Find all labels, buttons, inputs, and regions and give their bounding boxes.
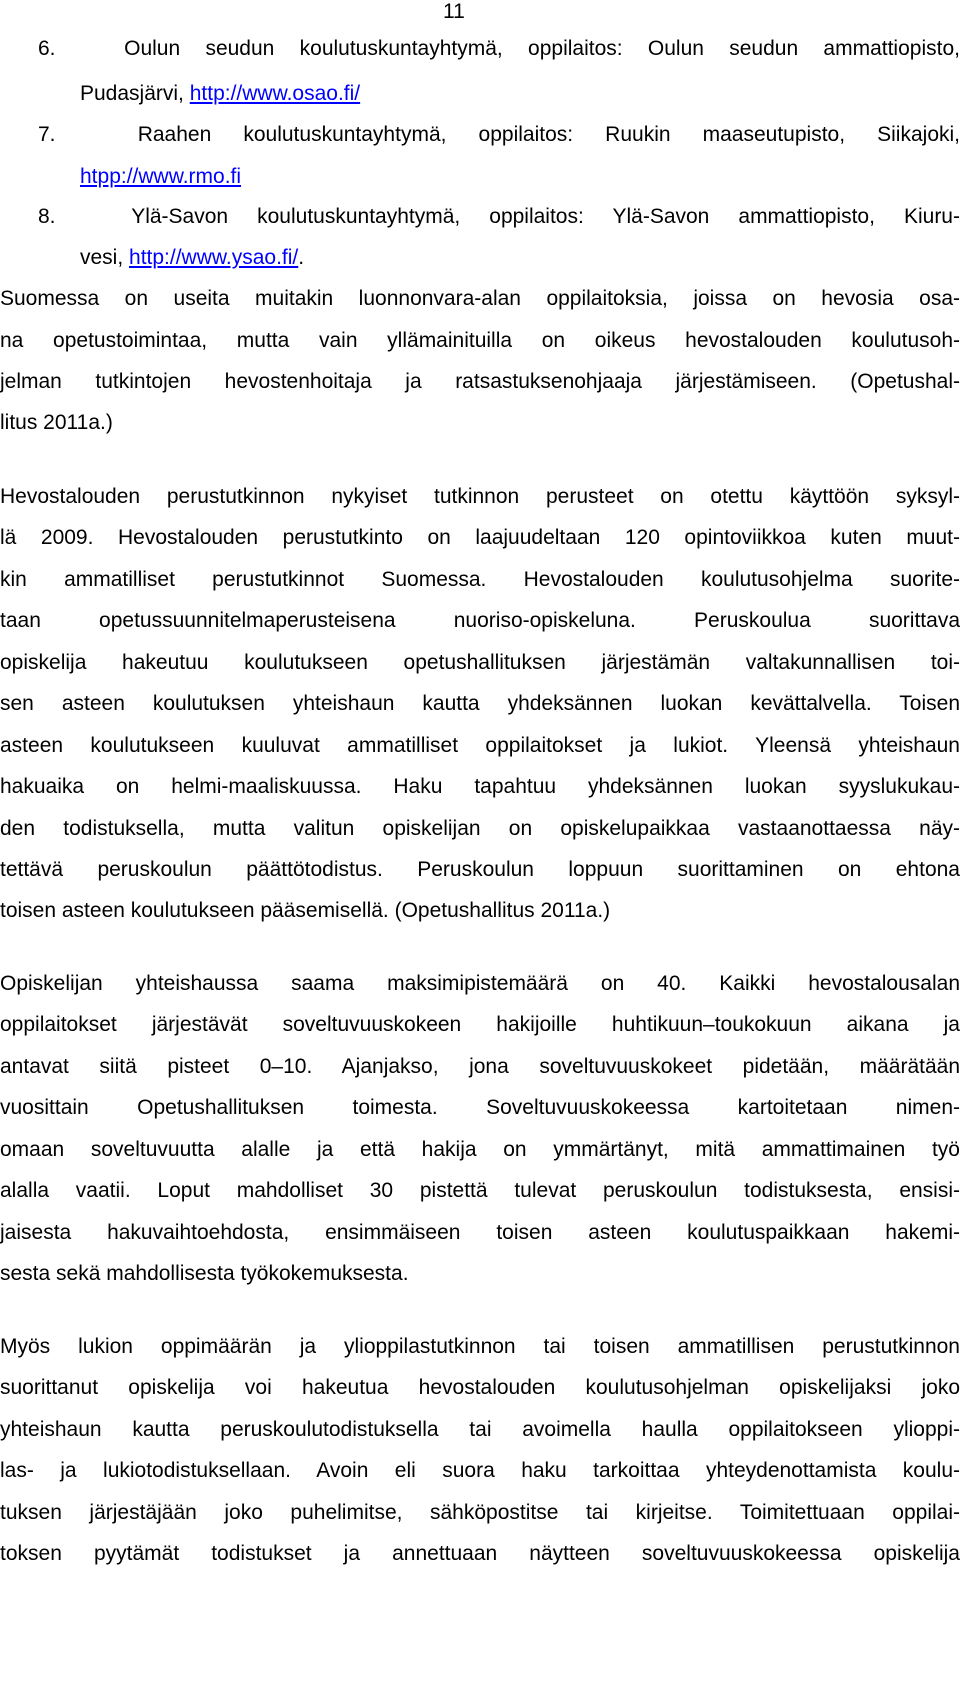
- paragraph-line: Suomessa on useita muitakin luonnonvara-alan oppilaitoksia, joissa on hevosia osa-: [0, 287, 960, 310]
- paragraph-line: tuksen järjestäjään joko puhelimitse, sähköpostitse tai kirjeitse. Toimitettuaan oppilai-: [0, 1501, 960, 1524]
- paragraph-line: na opetustoimintaa, mutta vain yllämainituilla on oikeus hevostalouden koulutusoh-: [0, 329, 960, 352]
- list-item-text: Raahen koulutuskuntayhtymä, oppilaitos: Ruukin maaseutupisto, Siikajoki,: [137, 123, 960, 146]
- paragraph-line: toksen pyytämät todistukset ja annettuaan näytteen soveltuvuuskokeessa opiskelija: [0, 1542, 960, 1565]
- paragraph-line: opiskelija hakeutuu koulutukseen opetushallituksen järjestämän valtakunnallisen toi-: [0, 651, 960, 674]
- paragraph-line: vuosittain Opetushallituksen toimesta. Soveltuvuuskokeessa kartoitetaan nimen-: [0, 1096, 960, 1119]
- paragraph-line: oppilaitokset järjestävät soveltuvuuskokeen hakijoille huhtikuun–toukokuun aikana ja: [0, 1013, 960, 1036]
- list-item-text: vesi,: [80, 246, 130, 269]
- paragraph-line: las- ja lukiotodistuksellaan. Avoin eli suora haku tarkoittaa yhteydenottamista koulu-: [0, 1459, 960, 1482]
- paragraph-line: lä 2009. Hevostalouden perustutkinto on laajuudeltaan 120 opintoviikkoa kuten muut-: [0, 526, 960, 549]
- paragraph-line: asteen koulutukseen kuuluvat ammatilliset oppilaitokset ja lukiot. Yleensä yhteishaun: [0, 734, 960, 757]
- list-item-8-line-1: [0, 200, 960, 234]
- list-item-text: Ylä-Savon koulutuskuntayhtymä, oppilaitos: Ylä-Savon ammattiopisto, Kiuru-: [131, 205, 960, 228]
- list-number: 7.: [38, 123, 56, 146]
- paragraph-line: Hevostalouden perustutkinnon nykyiset tutkinnon perusteet on otettu käyttöön syksyl-: [0, 485, 960, 508]
- paragraph-line: tettävä peruskoulun päättötodistus. Peruskoulun loppuun suorittaminen on ehtona: [0, 858, 960, 881]
- paragraph-line: Opiskelijan yhteishaussa saama maksimipistemäärä on 40. Kaikki hevostalousalan: [0, 972, 960, 995]
- paragraph-line: toisen asteen koulutukseen pääsemisellä. (Opetushallitus 2011a.): [0, 899, 611, 922]
- list-item-7-line-1: [0, 118, 960, 152]
- paragraph-line: taan opetussuunnitelmaperusteisena nuoriso-opiskeluna. Peruskoulua suorittava: [0, 609, 960, 632]
- paragraph-line: den todistuksella, mutta valitun opiskelijan on opiskelupaikkaa vastaanottaessa näy-: [0, 817, 960, 840]
- rmo-link[interactable]: htpp://www.rmo.fi: [80, 165, 242, 188]
- list-item-8-line-2: vesi, http://www.ysao.fi/.: [80, 246, 305, 269]
- list-item-text: Oulun seudun koulutuskuntayhtymä, oppilaitos: Oulun seudun ammattiopisto,: [124, 37, 960, 60]
- paragraph-line: yhteishaun kautta peruskoulutodistuksella tai avoimella haulla oppilaitokseen ylioppi-: [0, 1418, 960, 1441]
- paragraph-line: kin ammatilliset perustutkinnot Suomessa. Hevostalouden koulutusohjelma suorite-: [0, 568, 960, 591]
- paragraph-line: Myös lukion oppimäärän ja ylioppilastutkinnon tai toisen ammatillisen perustutkinnon: [0, 1335, 960, 1358]
- list-item-text: Pudasjärvi,: [80, 82, 190, 105]
- paragraph-line: sen asteen koulutuksen yhteishaun kautta yhdeksännen luokan kevättalvella. Toisen: [0, 692, 960, 715]
- paragraph-line: jelman tutkintojen hevostenhoitaja ja ratsastuksenohjaaja järjestämiseen. (Opetushal-: [0, 370, 960, 393]
- osao-link[interactable]: http://www.osao.fi/: [189, 82, 361, 105]
- list-number: 8.: [38, 205, 56, 228]
- paragraph-line: alalla vaatii. Loput mahdolliset 30 pistettä tulevat peruskoulun todistuksesta, ensisi-: [0, 1179, 960, 1202]
- paragraph-line: jaisesta hakuvaihtoehdosta, ensimmäiseen toisen asteen koulutuspaikkaan hakemi-: [0, 1221, 960, 1244]
- paragraph-line: litus 2011a.): [0, 411, 113, 434]
- list-item-7-line-2: [0, 160, 960, 194]
- paragraph-line: antavat siitä pisteet 0–10. Ajanjakso, jona soveltuvuuskokeet pidetään, määrätään: [0, 1055, 960, 1078]
- page-number: 11: [443, 0, 465, 23]
- ysao-link[interactable]: http://www.ysao.fi/: [129, 246, 299, 269]
- paragraph-line: hakuaika on helmi-maaliskuussa. Haku tapahtuu yhdeksännen luokan syyslukukau-: [0, 775, 960, 798]
- list-item-6-line-1: [0, 32, 960, 66]
- paragraph-line: sesta sekä mahdollisesta työkokemuksesta.: [0, 1262, 409, 1285]
- list-item-6-line-2: [0, 77, 960, 111]
- paragraph-line: omaan soveltuvuutta alalle ja että hakija on ymmärtänyt, mitä ammattimainen työ: [0, 1138, 960, 1161]
- paragraph-line: suorittanut opiskelija voi hakeutua hevostalouden koulutusohjelman opiskelijaksi joko: [0, 1376, 960, 1399]
- list-number: 6.: [38, 37, 56, 60]
